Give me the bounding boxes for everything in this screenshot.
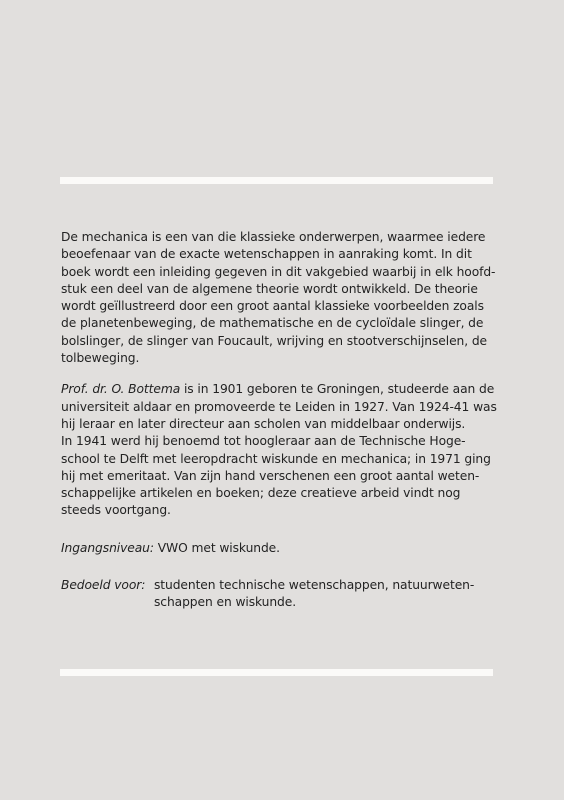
entry-level-label: Ingangsniveau: (61, 540, 154, 555)
intended-for-value: studenten technische wetenschappen, natuurweten- schappen en wiskunde. (154, 578, 475, 610)
intended-for-label: Bedoeld voor: (61, 578, 146, 593)
bottom-rule (60, 669, 493, 676)
intended-for-row (61, 577, 506, 612)
author-name: Prof. dr. O. Bottema (61, 382, 181, 397)
back-cover-text (61, 229, 506, 612)
author-bio: is in 1901 geboren te Groningen, studeerde aan de universiteit aldaar en promoveerde te Leiden in 1927. Van 1924-41 was hij leraar en later directeur aan scholen van middelbaar onderwijs. In 1941 werd hij benoemd tot hoogleraar aan de Technische Hoge- school te Delft met leeropdracht wiskunde en mechanica; in 1971 ging hij met emeritaat. Van zijn hand verschenen een groot aantal weten- schappelijke artikelen en boeken; deze creatieve arbeid vindt nog steeds voortgang. (61, 382, 497, 518)
author-paragraph (61, 381, 506, 519)
top-rule (60, 177, 493, 184)
description-paragraph: De mechanica is een van die klassieke onderwerpen, waarmee iedere beoefenaar van de exacte wetenschappen in aanraking komt. In dit boek wordt een inleiding gegeven in dit vakgebied waarbij in elk hoofd- stuk een deel van de algemene theorie wordt ontwikkeld. De theorie wordt geïllustreerd door een groot aantal klassieke voorbeelden zoals de planetenbeweging, de mathematische en de cycloïdale slinger, de bolslinger, de slinger van Foucault, wrijving en stootverschijnselen, de tolbeweging. (61, 230, 496, 366)
entry-level-line (61, 540, 506, 557)
entry-level-value: VWO met wiskunde. (153, 540, 280, 555)
